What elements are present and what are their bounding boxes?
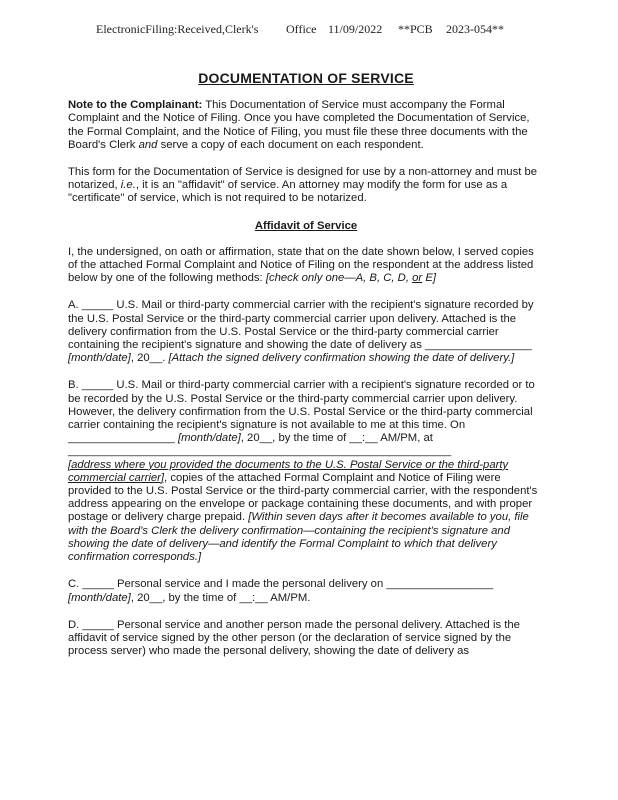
option-a-text: A. _____ U.S. Mail or third-party commercial carrier with the recipient's signature recorded by the U.S. Postal Service or the third-party commercial carrier upon delivery. Attached is the delivery confirmation from the U.S. Postal Service or the third-party commercial carrier containing the recipient's signature and showing the date of delivery as _________________ [68,299,534,352]
document-body [68,72,544,672]
affidavit-heading: Affidavit of Service [254,219,358,232]
stamp-office: Office [286,22,317,36]
statement-instruction-end: E] [425,272,436,285]
page-title: DOCUMENTATION OF SERVICE [198,70,414,86]
intro-text: This form for the Documentation of Service is designed for use by a non-attorney and must be notarized, [68,166,538,192]
stamp-source: ElectronicFiling:Received,Clerk's [96,22,259,36]
intro-text-end: , it is an "affidavit" of service. An attorney may modify the form for use as a "certificate" of service, which is not required to be notarized. [68,179,508,205]
statement-instruction: [check only one—A, B, C, D, [265,272,413,285]
option-c-date-placeholder: [month/date] [68,591,131,604]
stamp-date: 11/09/2022 [328,22,383,36]
option-c-text: C. _____ Personal service and I made the personal delivery on _________________ [68,578,494,591]
note-text: This Documentation of Service must accompany the Formal Complaint and the Notice of Filing. Once you have completed the Documentation of Service, the Formal Complaint, and the Notice of Filing, you must file these three documents with the Board's Clerk [68,99,530,151]
note-and: and [138,138,158,151]
option-d-text: D. _____ Personal service and another person made the personal delivery. Attached is the affidavit of service signed by the other person (or the declaration of service signed by the process server) who made the personal delivery, showing the date of delivery as [68,618,520,658]
note-paragraph [68,99,544,152]
option-b-text: B. _____ U.S. Mail or third-party commercial carrier with a recipient's signature recorded or to be recorded by the U.S. Postal Service or the third-party commercial carrier upon delivery. However, the delivery confirmation from the U.S. Postal Service or the third-party commercial carrier containing the recipient's signature is not available to me at this time. On _________________ [68,379,535,445]
option-b-address-placeholder: [address where you provided the documents to the U.S. Postal Service or the third-party commercial carrier] [68,458,509,484]
option-c-time: , 20__, by the time of __:__ AM/PM. [130,591,311,604]
statement-or: or [412,272,423,285]
option-a-year: , 20__. [130,352,169,365]
note-text-end: serve a copy of each document on each respondent. [157,138,424,151]
option-b-date-placeholder: [month/date] [177,432,241,445]
intro-paragraph [68,166,544,206]
option-b [68,379,544,564]
filing-stamp [96,22,576,37]
option-a-date-placeholder: [month/date] [68,352,131,365]
option-a [68,299,544,365]
note-label: Note to the Complainant: [68,99,203,112]
option-b-instruction: [Within seven days after it becomes available to you, file with the Board's Clerk the delivery confirmation—containing the recipient's signature and showing the date of delivery—and identify the Formal Complaint to which that delivery confirmation corresponds.] [68,511,529,564]
stamp-number: 2023-054** [446,22,504,36]
option-d [68,619,544,659]
option-b-text-cont: , copies of the attached Formal Complaint and Notice of Filing were provided to the U.S. Postal Service or the third-party commercial carrier, with the respondent's address appearing on the envelope or package containing these documents, and with proper postage or delivery charge prepaid. [68,471,538,524]
statement-text: I, the undersigned, on oath or affirmation, state that on the date shown below, I served copies of the attached Formal Complaint and Notice of Filing on the respondent at the address listed below by one of the following methods: [68,245,534,285]
statement-paragraph [68,246,544,286]
intro-ie: i.e. [120,179,136,192]
option-c [68,578,544,604]
option-a-instruction: [Attach the signed delivery confirmation showing the date of delivery.] [168,352,515,365]
stamp-docket: **PCB [398,22,433,36]
option-b-time: , 20__, by the time of __:__ AM/PM, at _____________________________________________________________ [68,432,452,458]
